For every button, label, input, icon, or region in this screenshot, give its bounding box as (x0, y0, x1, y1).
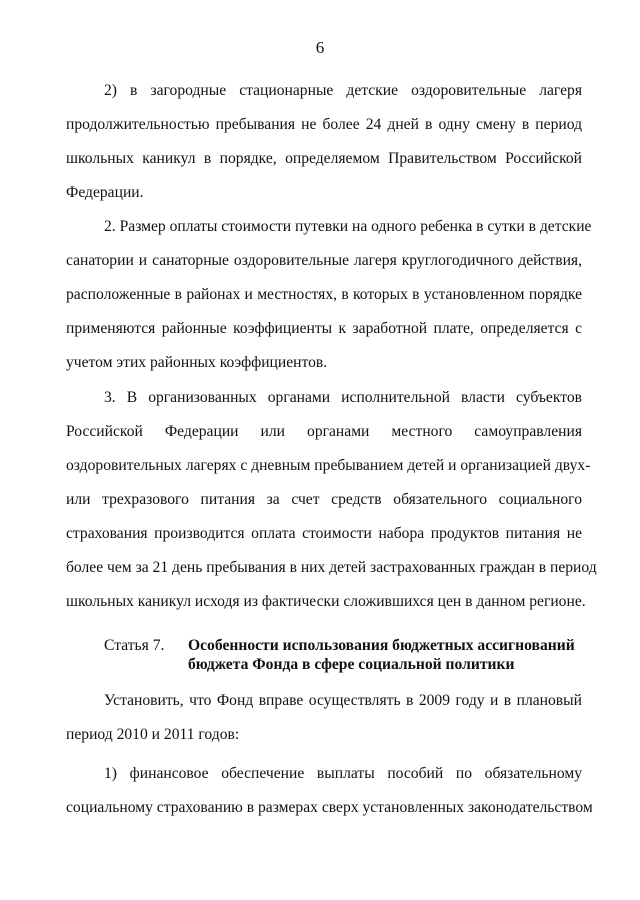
text-line: санатории и санаторные оздоровительные лагеря круглогодичного действия, (66, 252, 582, 269)
text-line: учетом этих районных коэффициентов. (66, 354, 328, 371)
text-line: период 2010 и 2011 годов: (66, 726, 240, 743)
page-number: 6 (315, 38, 325, 57)
text-line: Установить, что Фонд вправе осуществлять в 2009 году и в плановый (104, 692, 582, 709)
text-line: 2. Размер оплаты стоимости путевки на одного ребенка в сутки в детские (104, 218, 592, 235)
text-line: 2) в загородные стационарные детские оздоровительные лагеря (104, 82, 582, 99)
text-line: 1) финансовое обеспечение выплаты пособий по обязательному (104, 765, 582, 782)
text-line: или трехразового питания за счет средств обязательного социального (66, 491, 582, 508)
text-line: оздоровительных лагерях с дневным пребыванием детей и организацией двух- (66, 457, 591, 474)
text-line: Федерации. (66, 184, 144, 201)
text-line: более чем за 21 день пребывания в них детей застрахованных граждан в период (66, 559, 597, 576)
text-line: 3. В организованных органами исполнительной власти субъектов (104, 389, 582, 406)
text-line: школьных каникул в порядке, определяемом Правительством Российской (66, 150, 582, 167)
article-label: Статья 7. (104, 637, 165, 654)
text-line: школьных каникул исходя из фактически сложившихся цен в данном регионе. (66, 593, 586, 610)
article-title: Особенности использования бюджетных ассигнований бюджета Фонда в сфере социальной политики (188, 637, 575, 673)
text-line: продолжительностью пребывания не более 24 дней в одну смену в период (66, 116, 582, 133)
text-line: расположенные в районах и местностях, в которых в установленном порядке (66, 286, 582, 303)
text-line: страхования производится оплата стоимости набора продуктов питания не (66, 525, 582, 542)
text-line: социальному страхованию в размерах сверх установленных законодательством (66, 799, 593, 816)
text-line: Российской Федерации или органами местного самоуправления (66, 423, 582, 440)
text-line: применяются районные коэффициенты к заработной плате, определяется с (66, 320, 582, 337)
